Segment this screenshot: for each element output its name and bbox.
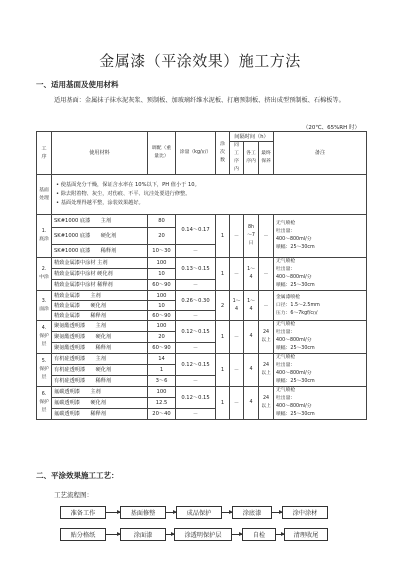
flow-step: 涂底漆 <box>232 506 272 519</box>
remarks-cell: 无气喷枪 吐出量： 400～800ml/分 喷幅：25～30cm <box>274 354 367 387</box>
coats-cell: 1 <box>216 258 230 291</box>
ratio-cell: 60～90 <box>148 311 176 321</box>
flow-step: 基面修整 <box>120 506 166 519</box>
flow-step: 成品保护 <box>176 506 222 519</box>
flow-arrow <box>166 512 176 513</box>
coats-cell: 2 <box>216 291 230 321</box>
coverage-cell: 0.12～0.15 <box>176 354 216 376</box>
ratio-cell: 10 <box>148 301 176 311</box>
each-cell: 1～4 <box>244 291 259 321</box>
flow-step: 自检 <box>242 528 276 541</box>
flow-step: 贴分格纸 <box>60 528 106 541</box>
material-cell: 有机硅透明漆 主剂 <box>52 354 148 365</box>
remarks-cell: 无气喷枪 吐出量： 400～800ml/分 喷幅：25～30cm <box>274 321 367 354</box>
coverage-cell: － <box>176 311 216 321</box>
header-interval: 间隔时间（h） <box>230 132 274 142</box>
ratio-cell: 20 <box>148 332 176 343</box>
ratio-cell: 100 <box>148 258 176 269</box>
coats-cell: 1 <box>216 321 230 354</box>
material-cell: 精致金属漆中涂材 硬化剂 <box>52 269 148 280</box>
row-process: 4. 保护层 <box>37 321 52 354</box>
ratio-cell: 20 <box>148 228 176 245</box>
material-cell: 聚氨酯透明漆 主剂 <box>52 321 148 332</box>
header-coats: 涂次数 <box>216 132 230 175</box>
coverage-cell: － <box>176 409 216 420</box>
remarks-cell: 无气喷枪 吐出量： 400～800ml/分 喷幅：25～30cm <box>274 215 367 258</box>
material-cell: 有机硅透明漆 硬化剂 <box>52 365 148 376</box>
row-process: 2. 中涂 <box>37 258 52 291</box>
ratio-cell: 60～90 <box>148 343 176 354</box>
coverage-cell: 0.13～0.15 <box>176 258 216 280</box>
ratio-cell: 3～6 <box>148 376 176 387</box>
condition-note: （20℃、65%RH 时） <box>302 125 360 131</box>
same-cell: 1～4 <box>230 291 244 321</box>
material-cell: 精致金属漆 稀释剂 <box>52 311 148 321</box>
same-cell: － <box>230 387 244 420</box>
final-cell: 24 以上 <box>259 354 274 387</box>
coats-cell: 1 <box>216 215 230 258</box>
section-heading-materials: 一、适用基面及使用材料 <box>36 80 119 89</box>
coverage-cell: － <box>176 280 216 291</box>
final-cell: － <box>259 291 274 321</box>
final-cell: 24 以上 <box>259 387 274 420</box>
prep-note: • 基面处理得越平整，涂装效果越好。 <box>56 200 144 206</box>
coats-cell: 1 <box>216 387 230 420</box>
flow-arrow <box>166 534 174 535</box>
process-table <box>36 131 367 420</box>
header-process: 工序 <box>37 132 52 175</box>
material-cell: 精致金属漆中涂材 主剂 <box>52 258 148 269</box>
flow-step: 涂透明保护层 <box>174 528 232 541</box>
flow-step: 准备工作 <box>60 506 106 519</box>
header-same-process: 同工序内 <box>230 142 244 175</box>
material-cell: 氟碳透明漆 硬化剂 <box>52 398 148 409</box>
ratio-cell: 10 <box>148 269 176 280</box>
flow-arrow <box>232 534 242 535</box>
flow-arrow <box>106 534 120 535</box>
flow-step: 涂中涂材 <box>282 506 328 519</box>
header-remarks: 备注 <box>274 132 367 175</box>
coverage-cell: － <box>176 245 216 258</box>
header-each-process: 各工序内 <box>244 142 259 175</box>
material-cell: 精致金属漆 主剂 <box>52 291 148 301</box>
flow-arrow <box>106 512 120 513</box>
ratio-cell: 100 <box>148 291 176 301</box>
material-cell: 有机硅透明漆 稀释剂 <box>52 376 148 387</box>
each-cell: 4 <box>244 387 259 420</box>
final-cell: － <box>259 215 274 258</box>
coverage-cell: 0.26～0.30 <box>176 291 216 311</box>
prep-note: • 除去附着物、灰尘，对伤痕、不平、坑洼处要进行修整。 <box>56 191 191 197</box>
row-process: 6. 保护层 <box>37 387 52 420</box>
remarks-cell: 金属漆喷枪 口径：1.5～2.5mm 压力：6～7kgf/c㎡ <box>274 291 367 321</box>
each-cell: 4 <box>244 321 259 354</box>
coats-cell: 1 <box>216 354 230 387</box>
material-cell: SK#1000 底漆 硬化剂 <box>52 228 148 245</box>
prep-note: • 使基面充分干燥，保证含水率在 10%以下，PH 值小于 10。 <box>56 182 200 188</box>
ratio-cell: 60～90 <box>148 280 176 291</box>
section-heading-process: 二、平涂效果施工工艺： <box>36 471 119 480</box>
final-cell: 24 以上 <box>259 321 274 354</box>
row-process: 1. 底涂 <box>37 215 52 258</box>
same-cell: － <box>230 258 244 291</box>
coverage-cell: 0.12～0.15 <box>176 387 216 409</box>
material-cell: SK#1000 底漆 稀释剂 <box>52 245 148 258</box>
header-material: 使用材料 <box>52 132 148 175</box>
flow-arrow <box>276 534 284 535</box>
header-final-cure: 最终保养 <box>259 142 274 175</box>
final-cell: － <box>259 258 274 291</box>
ratio-cell: 12.5 <box>148 398 176 409</box>
each-cell: 8h～7 日 <box>244 215 259 258</box>
prep-process: 基面处理 <box>37 175 52 215</box>
material-cell: 氟碳透明漆 稀释剂 <box>52 409 148 420</box>
ratio-cell: 20～40 <box>148 409 176 420</box>
material-cell: SK#1000 底漆 主剂 <box>52 215 148 228</box>
coverage-cell: 0.12～0.15 <box>176 321 216 343</box>
remarks-cell: 无气喷枪 吐出量： 400～800ml/分 喷幅：25～30cm <box>274 258 367 291</box>
material-cell: 聚氨酯透明漆 硬化剂 <box>52 332 148 343</box>
each-cell: 1～4 <box>244 258 259 291</box>
flow-arrow <box>272 512 282 513</box>
each-cell: 4 <box>244 354 259 387</box>
ratio-cell: 10～30 <box>148 245 176 258</box>
flow-arrow <box>222 512 232 513</box>
same-cell: － <box>230 321 244 354</box>
coverage-cell: － <box>176 376 216 387</box>
ratio-cell: 14 <box>148 354 176 365</box>
same-cell: － <box>230 354 244 387</box>
remarks-cell: 无气喷枪 吐出量： 400～800ml/分 喷幅：25～30cm <box>274 387 367 420</box>
ratio-cell: 100 <box>148 387 176 398</box>
header-ratio: 调配（重量比） <box>148 132 176 175</box>
ratio-cell: 100 <box>148 321 176 332</box>
ratio-cell: 1 <box>148 365 176 376</box>
material-cell: 精致金属漆 硬化剂 <box>52 301 148 311</box>
ratio-cell: 80 <box>148 215 176 228</box>
row-process: 5. 保护层 <box>37 354 52 387</box>
header-coverage: 涂量（kg/㎡） <box>176 132 216 175</box>
flow-step: 涂面漆 <box>120 528 166 541</box>
material-cell: 氟碳透明漆 主剂 <box>52 387 148 398</box>
material-cell: 精致金属漆中涂材 稀释剂 <box>52 280 148 291</box>
page-title: 金属漆（平涂效果）施工方法 <box>99 52 301 70</box>
substrate-paragraph: 适用基面：金属抹子抹水泥灰浆、预制板、加玻璃纤维水泥板、打磨预制板、挤出成型预制板、石棉板等。 <box>54 97 345 104</box>
same-cell: － <box>230 215 244 258</box>
material-cell: 聚氨酯透明漆 稀释剂 <box>52 343 148 354</box>
flow-step: 清理收尾 <box>284 528 328 541</box>
row-process: 3. 面涂 <box>37 291 52 321</box>
coverage-cell: － <box>176 343 216 354</box>
flow-chart-label: 工艺流程图： <box>54 491 93 499</box>
coverage-cell: 0.14～0.17 <box>176 215 216 245</box>
